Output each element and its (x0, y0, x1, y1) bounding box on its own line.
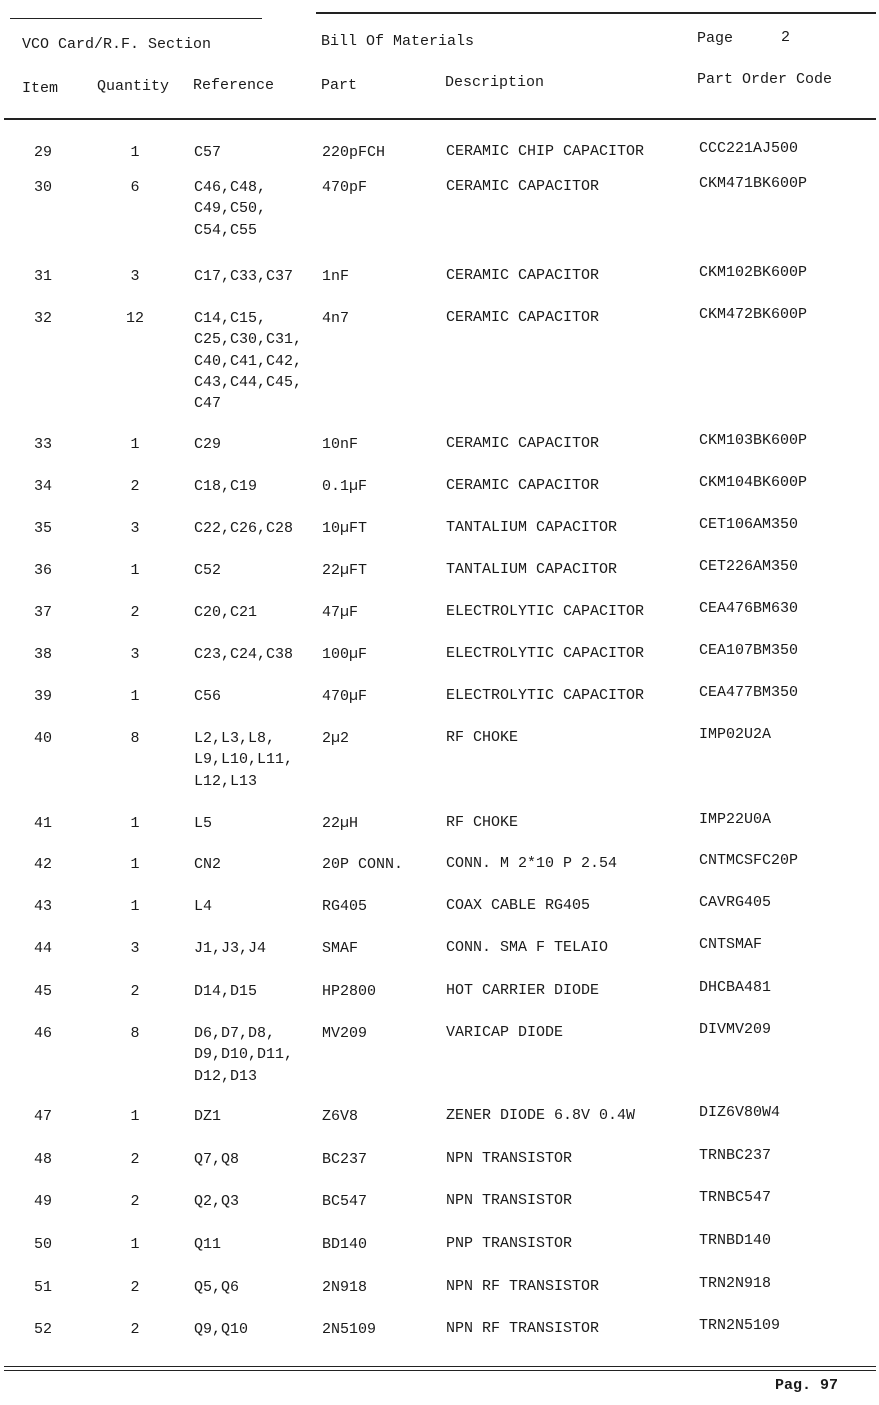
reference: C46,C48, C49,C50, C54,C55 (194, 179, 267, 239)
reference: D6,D7,D8, D9,D10,D11, D12,D13 (194, 1025, 294, 1085)
footer-page-number: Pag. 97 (775, 1377, 839, 1394)
column-header-order-code: Part Order Code (697, 71, 833, 88)
item-number: 46 (34, 1025, 53, 1042)
section-title: VCO Card/R.F. Section (22, 36, 212, 53)
order-code: DIVMV209 (699, 1021, 772, 1038)
order-code: CKM102BK600P (699, 264, 808, 281)
part: 47µF (322, 604, 359, 621)
order-code: CKM103BK600P (699, 432, 808, 449)
order-code: TRN2N5109 (699, 1317, 781, 1334)
reference: L2,L3,L8, L9,L10,L11, L12,L13 (194, 730, 294, 790)
description: RF CHOKE (446, 814, 519, 831)
quantity: 1 (130, 1236, 140, 1253)
reference: Q2,Q3 (194, 1193, 240, 1210)
description: NPN TRANSISTOR (446, 1192, 573, 1209)
reference: Q7,Q8 (194, 1151, 240, 1168)
order-code: DHCBA481 (699, 979, 772, 996)
part: 100µF (322, 646, 368, 663)
item-number: 35 (34, 520, 53, 537)
order-code: TRN2N918 (699, 1275, 772, 1292)
quantity: 2 (130, 1151, 140, 1168)
item-number: 41 (34, 815, 53, 832)
description: RF CHOKE (446, 729, 519, 746)
description: VARICAP DIODE (446, 1024, 564, 1041)
page-number: 2 (781, 29, 791, 46)
order-code: CKM472BK600P (699, 306, 808, 323)
part: BC547 (322, 1193, 368, 1210)
part: 2µ2 (322, 730, 350, 747)
order-code: CET106AM350 (699, 516, 799, 533)
reference: C17,C33,C37 (194, 268, 294, 285)
item-number: 38 (34, 646, 53, 663)
reference: C18,C19 (194, 478, 258, 495)
quantity: 1 (130, 856, 140, 873)
part: SMAF (322, 940, 359, 957)
document-title: Bill Of Materials (321, 33, 475, 50)
reference: L5 (194, 815, 213, 832)
reference: L4 (194, 898, 213, 915)
description: TANTALIUM CAPACITOR (446, 561, 618, 578)
quantity: 1 (130, 688, 140, 705)
item-number: 45 (34, 983, 53, 1000)
bottom-rule-bottom (4, 1370, 876, 1371)
description: CERAMIC CAPACITOR (446, 477, 600, 494)
quantity: 1 (130, 436, 140, 453)
item-number: 43 (34, 898, 53, 915)
reference: C29 (194, 436, 222, 453)
reference: C22,C26,C28 (194, 520, 294, 537)
part: 10µFT (322, 520, 368, 537)
column-header-part: Part (321, 77, 358, 94)
reference: J1,J3,J4 (194, 940, 267, 957)
description: CERAMIC CAPACITOR (446, 178, 600, 195)
part: 22µFT (322, 562, 368, 579)
item-number: 39 (34, 688, 53, 705)
description: NPN RF TRANSISTOR (446, 1278, 600, 1295)
part: 4n7 (322, 310, 350, 327)
quantity: 8 (130, 730, 140, 747)
part: MV209 (322, 1025, 368, 1042)
item-number: 32 (34, 310, 53, 327)
reference: Q5,Q6 (194, 1279, 240, 1296)
order-code: TRNBC237 (699, 1147, 772, 1164)
quantity: 3 (130, 646, 140, 663)
reference: C56 (194, 688, 222, 705)
reference: D14,D15 (194, 983, 258, 1000)
quantity: 1 (130, 815, 140, 832)
item-number: 51 (34, 1279, 53, 1296)
part: 470µF (322, 688, 368, 705)
order-code: DIZ6V80W4 (699, 1104, 781, 1121)
part: HP2800 (322, 983, 377, 1000)
part: BD140 (322, 1236, 368, 1253)
order-code: TRNBD140 (699, 1232, 772, 1249)
part: Z6V8 (322, 1108, 359, 1125)
description: CERAMIC CHIP CAPACITOR (446, 143, 645, 160)
reference: C20,C21 (194, 604, 258, 621)
quantity: 3 (130, 268, 140, 285)
order-code: IMP22U0A (699, 811, 772, 828)
part: 0.1µF (322, 478, 368, 495)
item-number: 44 (34, 940, 53, 957)
quantity: 1 (130, 144, 140, 161)
description: CERAMIC CAPACITOR (446, 309, 600, 326)
description: COAX CABLE RG405 (446, 897, 591, 914)
description: ELECTROLYTIC CAPACITOR (446, 603, 645, 620)
part: 10nF (322, 436, 359, 453)
column-header-description: Description (445, 74, 545, 91)
part: RG405 (322, 898, 368, 915)
header-rule (4, 118, 876, 120)
part: 20P CONN. (322, 856, 404, 873)
part: 2N5109 (322, 1321, 377, 1338)
quantity: 2 (130, 604, 140, 621)
column-header-item: Item (22, 80, 59, 97)
reference: C52 (194, 562, 222, 579)
reference: Q11 (194, 1236, 222, 1253)
item-number: 48 (34, 1151, 53, 1168)
description: NPN RF TRANSISTOR (446, 1320, 600, 1337)
description: TANTALIUM CAPACITOR (446, 519, 618, 536)
order-code: CKM104BK600P (699, 474, 808, 491)
quantity: 3 (130, 520, 140, 537)
part: 22µH (322, 815, 359, 832)
order-code: CCC221AJ500 (699, 140, 799, 157)
part: 2N918 (322, 1279, 368, 1296)
reference: CN2 (194, 856, 222, 873)
item-number: 33 (34, 436, 53, 453)
description: CONN. M 2*10 P 2.54 (446, 855, 618, 872)
quantity: 1 (130, 1108, 140, 1125)
quantity: 2 (130, 478, 140, 495)
part: 220pFCH (322, 144, 386, 161)
quantity: 2 (130, 983, 140, 1000)
reference: Q9,Q10 (194, 1321, 249, 1338)
reference: DZ1 (194, 1108, 222, 1125)
order-code: CAVRG405 (699, 894, 772, 911)
quantity: 12 (125, 310, 144, 327)
page-label: Page (697, 30, 734, 47)
item-number: 49 (34, 1193, 53, 1210)
order-code: CNTSMAF (699, 936, 763, 953)
quantity: 1 (130, 898, 140, 915)
quantity: 6 (130, 179, 140, 196)
item-number: 52 (34, 1321, 53, 1338)
order-code: CEA107BM350 (699, 642, 799, 659)
quantity: 2 (130, 1279, 140, 1296)
quantity: 2 (130, 1321, 140, 1338)
order-code: CNTMCSFC20P (699, 852, 799, 869)
reference: C57 (194, 144, 222, 161)
top-rule-left (10, 18, 262, 19)
item-number: 30 (34, 179, 53, 196)
quantity: 3 (130, 940, 140, 957)
order-code: CKM471BK600P (699, 175, 808, 192)
order-code: IMP02U2A (699, 726, 772, 743)
item-number: 36 (34, 562, 53, 579)
column-header-quantity: Quantity (97, 78, 170, 95)
description: CERAMIC CAPACITOR (446, 267, 600, 284)
description: ZENER DIODE 6.8V 0.4W (446, 1107, 636, 1124)
description: CERAMIC CAPACITOR (446, 435, 600, 452)
reference: C14,C15, C25,C30,C31, C40,C41,C42, C43,C44,C45, C47 (194, 310, 303, 413)
item-number: 47 (34, 1108, 53, 1125)
item-number: 31 (34, 268, 53, 285)
column-header-reference: Reference (193, 77, 275, 94)
description: NPN TRANSISTOR (446, 1150, 573, 1167)
order-code: CET226AM350 (699, 558, 799, 575)
description: ELECTROLYTIC CAPACITOR (446, 687, 645, 704)
reference: C23,C24,C38 (194, 646, 294, 663)
part: BC237 (322, 1151, 368, 1168)
quantity: 1 (130, 562, 140, 579)
item-number: 29 (34, 144, 53, 161)
description: CONN. SMA F TELAIO (446, 939, 609, 956)
order-code: CEA476BM630 (699, 600, 799, 617)
part: 1nF (322, 268, 350, 285)
order-code: TRNBC547 (699, 1189, 772, 1206)
item-number: 34 (34, 478, 53, 495)
description: ELECTROLYTIC CAPACITOR (446, 645, 645, 662)
description: HOT CARRIER DIODE (446, 982, 600, 999)
quantity: 2 (130, 1193, 140, 1210)
item-number: 40 (34, 730, 53, 747)
item-number: 37 (34, 604, 53, 621)
top-rule-right (316, 12, 876, 14)
description: PNP TRANSISTOR (446, 1235, 573, 1252)
item-number: 50 (34, 1236, 53, 1253)
part: 470pF (322, 179, 368, 196)
item-number: 42 (34, 856, 53, 873)
order-code: CEA477BM350 (699, 684, 799, 701)
quantity: 8 (130, 1025, 140, 1042)
bottom-rule-top (4, 1366, 876, 1367)
